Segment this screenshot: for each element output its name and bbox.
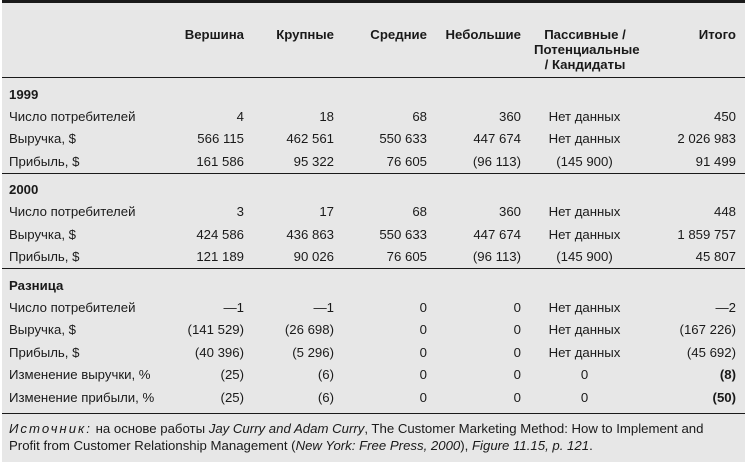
table-cell: Нет данных bbox=[548, 226, 621, 242]
table-cell: 76 605 bbox=[343, 150, 436, 173]
header-medium: Средние bbox=[370, 27, 427, 42]
table-cell: (141 529) bbox=[187, 322, 244, 338]
table-cell: 550 633 bbox=[379, 131, 427, 147]
table-cell: 45 807 bbox=[642, 246, 745, 269]
table-cell: 360 bbox=[498, 108, 521, 124]
table-cell: 566 115 bbox=[197, 131, 244, 147]
table-cell: Нет данных bbox=[548, 299, 621, 315]
source-figure: Figure 11.15, p. 121 bbox=[472, 437, 590, 453]
source-text-2: , The Customer Marketing Method: How to Implement and Profit from Customer Relationship Management ( bbox=[9, 420, 704, 453]
table-cell: 68 bbox=[412, 204, 427, 220]
table-cell: 450 bbox=[713, 108, 736, 124]
table-cell: —1 bbox=[313, 299, 334, 315]
table-cell: 76 605 bbox=[343, 246, 436, 269]
table-cell: 68 bbox=[412, 108, 427, 124]
section-title: Разница bbox=[9, 277, 64, 293]
table-row bbox=[2, 296, 745, 319]
table-row bbox=[2, 150, 745, 173]
table-cell: 0 bbox=[513, 389, 521, 405]
source-label: Источник: bbox=[9, 420, 92, 436]
data-table bbox=[2, 3, 745, 409]
table-cell: 0 bbox=[419, 344, 427, 360]
source-authors: Jay Curry and Adam Curry bbox=[208, 420, 365, 436]
table-body bbox=[2, 78, 745, 409]
row-label: Выручка, $ bbox=[9, 322, 76, 338]
table-cell: 462 561 bbox=[286, 131, 334, 147]
table-cell: (145 900) bbox=[530, 150, 642, 173]
source-publisher: New York: Free Press, 2000 bbox=[295, 437, 461, 453]
table-cell: (167 226) bbox=[679, 322, 736, 338]
table-row bbox=[2, 386, 745, 409]
table-cell: —2 bbox=[715, 299, 736, 315]
table-cell: 436 863 bbox=[286, 226, 334, 242]
table-row bbox=[2, 105, 745, 128]
header-total: Итого bbox=[698, 27, 736, 42]
table-cell: (50) bbox=[712, 389, 736, 405]
row-label: Число потребителей bbox=[9, 204, 136, 220]
table-cell: 0 bbox=[419, 367, 427, 383]
table-cell: 424 586 bbox=[196, 226, 244, 242]
table-cell: 447 674 bbox=[473, 131, 521, 147]
row-label: Прибыль, $ bbox=[9, 344, 80, 360]
table-cell: Нет данных bbox=[548, 322, 621, 338]
table-cell: Нет данных bbox=[548, 344, 621, 360]
table-row bbox=[2, 341, 745, 364]
header-small: Небольшие bbox=[445, 27, 521, 42]
table-row bbox=[2, 246, 745, 269]
table-cell: 4 bbox=[236, 108, 244, 124]
table-cell: 161 586 bbox=[167, 150, 253, 173]
section-header-row bbox=[2, 78, 745, 106]
table-cell: 0 bbox=[419, 389, 427, 405]
row-label: Прибыль, $ bbox=[2, 150, 167, 173]
table-cell: Нет данных bbox=[548, 108, 621, 124]
table-row bbox=[2, 201, 745, 224]
table-cell: 91 499 bbox=[642, 150, 745, 173]
table-cell: 2 026 983 bbox=[677, 131, 736, 147]
header-label bbox=[2, 3, 167, 78]
source-text-4: . bbox=[589, 437, 593, 453]
row-label: Прибыль, $ bbox=[2, 246, 167, 269]
table-cell: 0 bbox=[513, 344, 521, 360]
source-text-1: на основе работы bbox=[91, 420, 209, 436]
table-cell: (40 396) bbox=[194, 344, 244, 360]
header-row bbox=[2, 3, 745, 78]
table-cell: (25) bbox=[220, 367, 244, 383]
table-cell: (8) bbox=[719, 367, 736, 383]
table-cell: 448 bbox=[713, 204, 736, 220]
table-cell: 360 bbox=[498, 204, 521, 220]
table-cell: (6) bbox=[317, 367, 334, 383]
table-cell: 1 859 757 bbox=[677, 226, 736, 242]
header-top: Вершина bbox=[184, 27, 244, 42]
table-cell: 0 bbox=[513, 299, 521, 315]
table-cell: 0 bbox=[513, 322, 521, 338]
section-title: 1999 bbox=[9, 86, 39, 102]
section-title: 2000 bbox=[9, 182, 39, 197]
table-row bbox=[2, 364, 745, 387]
table-cell: (145 900) bbox=[530, 246, 642, 269]
row-label: Число потребителей bbox=[9, 299, 136, 315]
table-cell: 17 bbox=[319, 204, 334, 220]
table-cell: (96 113) bbox=[436, 150, 530, 173]
table-row bbox=[2, 319, 745, 342]
table-cell: (45 692) bbox=[686, 344, 736, 360]
table-cell: (5 296) bbox=[292, 344, 334, 360]
table-cell: 0 bbox=[419, 299, 427, 315]
table-cell: 3 bbox=[236, 204, 244, 220]
table-cell: 0 bbox=[419, 322, 427, 338]
table-cell: 95 322 bbox=[253, 150, 343, 173]
table-cell: (25) bbox=[220, 389, 244, 405]
row-label: Число потребителей bbox=[9, 108, 136, 124]
row-label: Выручка, $ bbox=[9, 226, 76, 242]
table-cell: (6) bbox=[317, 389, 334, 405]
section-header-row bbox=[2, 173, 745, 201]
table-cell: 0 bbox=[580, 389, 589, 405]
section-header-row bbox=[2, 269, 745, 297]
table-frame bbox=[2, 0, 745, 462]
table-cell: (26 698) bbox=[284, 322, 334, 338]
table-cell: 90 026 bbox=[253, 246, 343, 269]
table-cell: 121 189 bbox=[167, 246, 253, 269]
row-label: Выручка, $ bbox=[9, 131, 76, 147]
source-text-3: ), bbox=[460, 437, 472, 453]
table-cell: 0 bbox=[580, 367, 589, 383]
table-cell: 550 633 bbox=[379, 226, 427, 242]
table-cell: (96 113) bbox=[436, 246, 530, 269]
source-note bbox=[2, 413, 745, 454]
table-cell: Нет данных bbox=[548, 131, 621, 147]
row-label: Изменение прибыли, % bbox=[9, 389, 155, 405]
table-row bbox=[2, 223, 745, 246]
table-cell: 18 bbox=[319, 108, 334, 124]
header-passive: Пассивные / Потенциальные / Кандидаты bbox=[534, 27, 640, 72]
row-label: Изменение выручки, % bbox=[9, 367, 151, 383]
header-large: Крупные bbox=[276, 27, 334, 42]
table-cell: 0 bbox=[513, 367, 521, 383]
table-cell: Нет данных bbox=[548, 204, 621, 220]
table-cell: —1 bbox=[223, 299, 244, 315]
table-cell: 447 674 bbox=[473, 226, 521, 242]
table-row bbox=[2, 128, 745, 151]
